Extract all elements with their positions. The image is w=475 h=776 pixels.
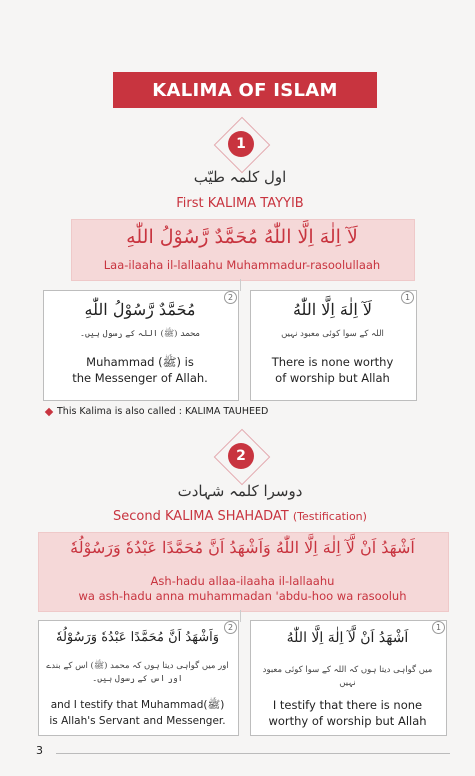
part-number-badge: 1 <box>401 291 414 304</box>
kalima2-part2-arabic: وَاَشْهَدُ اَنَّ مُحَمَّدًا عَبْدُهٗ وَرَسُوْلُهٗ <box>55 630 219 645</box>
kalima1-part1-english-2: of worship but Allah <box>275 371 390 385</box>
kalima2-part1-urdu: میں گواہی دیتا ہوں کہ اللہ کے سوا کوئی معبود نہیں <box>262 665 433 688</box>
kalima2-part1-english-2: worthy of worship but Allah <box>268 714 427 728</box>
kalima1-arabic: لَآ اِلٰهَ اِلَّا اللّٰهُ مُحَمَّدٌ رَّسُوْلُ اللّٰهِ <box>126 226 358 248</box>
part-number-badge: 2 <box>224 621 237 634</box>
part-number-badge: 1 <box>432 621 445 634</box>
kalima2-part2-english-1: and I testify that Muhammad(ﷺ) <box>50 699 225 711</box>
kalima2-english-subtitle: (Testification) <box>292 510 367 523</box>
kalima1-part2-urdu: محمد (ﷺ) اللہ کے رسول ہیں۔ <box>79 329 201 339</box>
kalima1-note <box>46 406 268 417</box>
page-number: 3 <box>36 744 43 757</box>
kalima-number-2: 2 <box>228 443 254 469</box>
kalima1-part2-english-1: Muhammad (ﷺ) is <box>86 355 194 369</box>
bullet-diamond-icon <box>45 407 53 415</box>
kalima2-transliteration-1: Ash-hadu allaa-ilaaha il-lallaahu <box>150 574 335 588</box>
note-text: This Kalima is also called : KALIMA TAUHEED <box>57 406 269 417</box>
part-number-badge: 2 <box>224 291 237 304</box>
kalima2-part1-english-1: I testify that there is none <box>272 698 423 712</box>
kalima1-part2-english-2: the Messenger of Allah. <box>72 371 208 385</box>
page-title: KALIMA OF ISLAM <box>113 72 377 108</box>
kalima2-transliteration-2: wa ash-hadu anna muhammadan 'abdu-hoo wa rasooluh <box>78 589 407 603</box>
kalima1-part1-urdu: اللہ کے سوا کوئی معبود نہیں <box>281 329 384 339</box>
kalima1-english-title: First KALIMA TAYYIB <box>176 196 304 211</box>
kalima1-transliteration: Laa-ilaaha il-lallaahu Muhammadur-rasoolullaah <box>103 258 381 272</box>
kalima2-english-title <box>60 509 420 524</box>
footer-rule <box>56 753 450 754</box>
kalima1-urdu-title: اول کلمہ طیّب <box>193 168 287 186</box>
kalima2-arabic: اَشْهَدُ اَنْ لَّآ اِلٰهَ اِلَّا اللّٰهُ وَاَشْهَدُ اَنَّ مُحَمَّدًا عَبْدُهٗ وَرَسُوْلُهٗ <box>70 538 415 557</box>
kalima2-part2-urdu-2: اور اس کے رسول ہیں۔ <box>92 674 183 684</box>
connector-line <box>240 610 241 622</box>
kalima-number-1: 1 <box>228 131 254 157</box>
kalima1-part2-arabic: مُحَمَّدٌ رَّسُوْلُ اللّٰهِ <box>84 300 196 319</box>
connector-line <box>240 279 241 291</box>
kalima2-urdu-title: دوسرا کلمہ شہادت <box>177 482 303 500</box>
kalima2-part2-urdu-1: اور میں گواہی دیتا ہوں کہ محمد (ﷺ) اس کے بندے <box>46 661 229 671</box>
kalima1-part1-arabic: لَآ اِلٰهَ اِلَّا اللّٰهُ <box>292 300 373 319</box>
kalima1-part1-english-1: There is none worthy <box>271 355 394 369</box>
kalima2-english-title-text: Second KALIMA SHAHADAT <box>113 509 289 524</box>
kalima2-part2-english-2: is Allah's Servant and Messenger. <box>49 715 226 727</box>
kalima2-part1-arabic: اَشْهَدُ اَنْ لَّآ اِلٰهَ اِلَّا اللّٰهُ <box>286 630 409 646</box>
